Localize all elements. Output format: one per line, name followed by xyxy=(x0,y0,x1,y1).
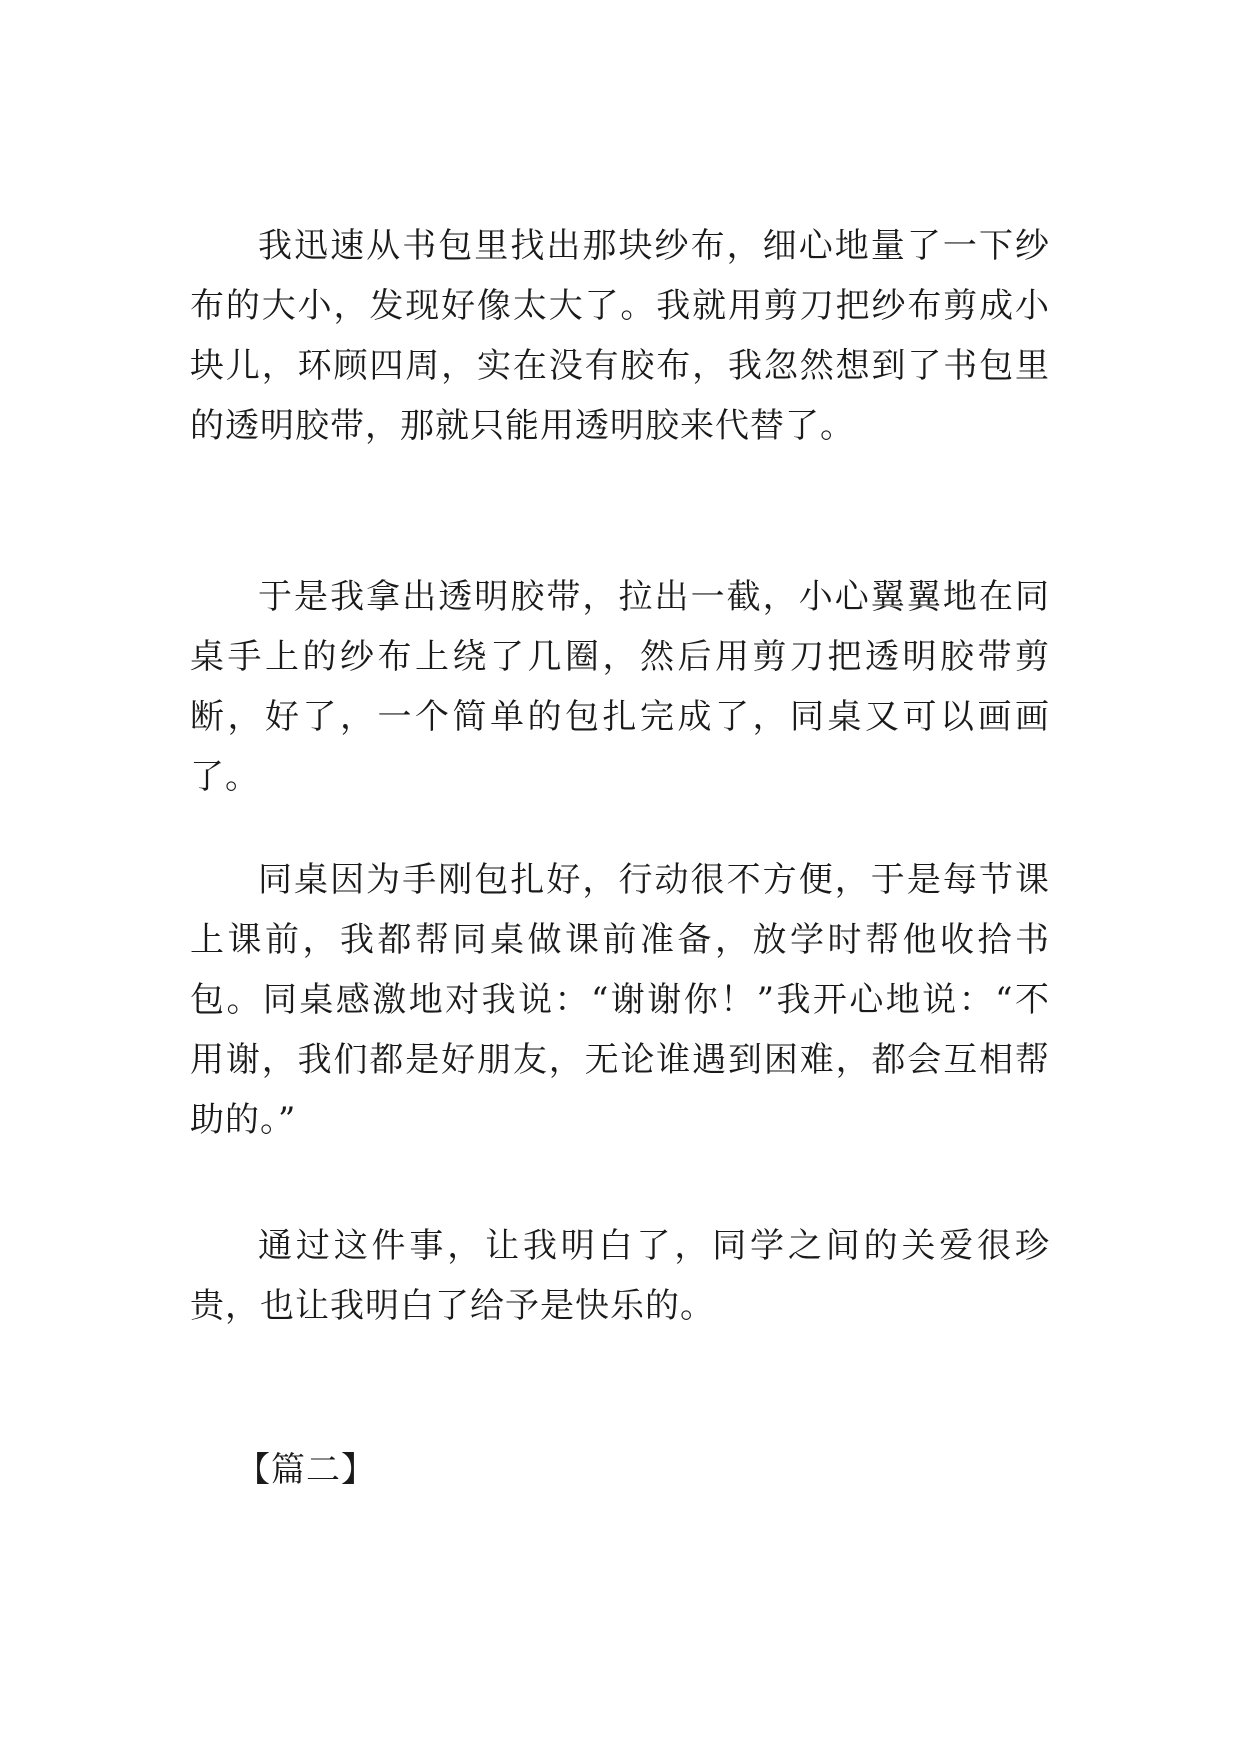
paragraph-2: 于是我拿出透明胶带，拉出一截，小心翼翼地在同桌手上的纱布上绕了几圈，然后用剪刀把透明胶带剪断，好了，一个简单的包扎完成了，同桌又可以画画了。 xyxy=(190,577,1050,797)
paragraph-4: 通过这件事，让我明白了，同学之间的关爱很珍贵，也让我明白了给予是快乐的。 xyxy=(190,1226,1050,1326)
paragraph-1: 我迅速从书包里找出那块纱布，细心地量了一下纱布的大小，发现好像太大了。我就用剪刀把纱布剪成小块儿，环顾四周，实在没有胶布，我忽然想到了书包里的透明胶带，那就只能用透明胶来代替了。 xyxy=(190,226,1050,446)
paragraph-3: 同桌因为手刚包扎好，行动很不方便，于是每节课上课前，我都帮同桌做课前准备，放学时帮他收拾书包。同桌感激地对我说：“谢谢你！”我开心地说：“不用谢，我们都是好朋友，无论谁遇到困难，都会互相帮助的。” xyxy=(190,860,1050,1140)
section-heading: 【篇二】 xyxy=(236,1450,376,1490)
